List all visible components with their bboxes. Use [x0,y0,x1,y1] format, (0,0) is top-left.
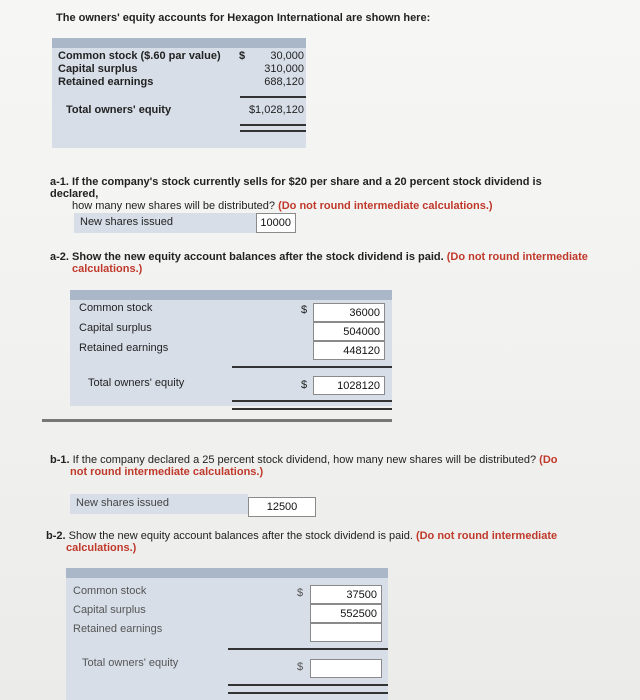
table-a2-double-line-top [232,400,392,402]
table-b2-input-retained-earnings[interactable] [310,623,382,642]
table1-header-bar [52,38,306,48]
question-a1-line1: If the company's stock currently sells for $20 per share and a 20 percent stock dividend is declared, [50,176,542,200]
table-a2-row-label: Capital surplus [79,322,152,334]
question-a1-number: a-1. [50,176,69,188]
new-shares-label-a1: New shares issued [74,213,256,233]
question-b1-line1: If the company declared a 25 percent stock dividend, how many new shares will be distributed? [72,454,537,466]
question-b1 [50,454,610,478]
question-b2-note-part1: (Do not round intermediate [415,530,558,542]
table1-subtotal-line [240,96,306,98]
question-b1-note-part1: (Do [539,454,558,466]
new-shares-input-a1[interactable]: 10000 [256,213,296,233]
table1-total-label: Total owners' equity [66,104,172,116]
table1-row-value: 688,120 [264,76,304,88]
table1-double-line-top [240,124,306,126]
new-shares-input-b1[interactable]: 12500 [248,497,316,517]
question-b2-number: b-2. [46,530,66,542]
section-divider [42,419,392,422]
table-b2-double-line-bottom [228,692,388,694]
table-b2-row-dollar: $ [297,587,304,599]
table-a2-header-bar [70,290,392,300]
question-b1-number: b-1. [50,454,70,466]
table-a2-input-capital-surplus[interactable]: 504000 [313,322,385,341]
question-a2 [50,251,590,275]
table1-row-label: Retained earnings [58,76,154,88]
table1-double-line-bottom [240,130,306,132]
table-b2-double-line-top [228,684,388,686]
table-b2-total-dollar: $ [297,661,304,673]
table-b2-input-common-stock[interactable]: 37500 [310,585,382,604]
intro-text: The owners' equity accounts for Hexagon International are shown here: [56,12,431,24]
question-b1-note-part2: not round intermediate calculations.) [70,466,264,478]
question-a2-number: a-2. [50,251,69,263]
table1-row-label: Common stock ($.60 par value) [58,50,221,62]
new-shares-label-b1: New shares issued [70,494,248,514]
question-b2 [46,530,616,554]
table-a2-input-retained-earnings[interactable]: 448120 [313,341,385,360]
table1-row-value: 310,000 [264,63,304,75]
question-a1-line2: how many new shares will be distributed? [72,200,275,212]
table-a2-total-dollar: $ [301,379,308,391]
table-a2-double-line-bottom [232,408,392,410]
table-b2-row-label: Common stock [73,585,147,597]
question-a1 [50,176,590,212]
question-b2-note-part2: calculations.) [66,542,137,554]
table-b2-input-capital-surplus[interactable]: 552500 [310,604,382,623]
table1-row-value: 30,000 [270,50,304,62]
table-b2-header-bar [66,568,388,578]
table-a2-total-label: Total owners' equity [88,377,185,389]
table1-row-dollar: $ [239,50,246,62]
table-a2-input-total[interactable]: 1028120 [313,376,385,395]
table-b2-subtotal-line [228,648,388,650]
table-b2-row-label: Capital surplus [73,604,146,616]
question-a2-line1: Show the new equity account balances after the stock dividend is paid. [72,251,444,263]
table-a2-row-label: Common stock [79,302,153,314]
table-a2-input-common-stock[interactable]: 36000 [313,303,385,322]
question-a2-note-part2: calculations.) [72,263,143,275]
table-a2-row-dollar: $ [301,304,308,316]
table-a2-subtotal-line [232,366,392,368]
table1-row-label: Capital surplus [58,63,138,75]
question-a1-note: (Do not round intermediate calculations.) [278,200,493,212]
table-a2-row-label: Retained earnings [79,342,169,354]
question-b2-line1: Show the new equity account balances after the stock dividend is paid. [68,530,413,542]
table1-total-value: $1,028,120 [248,104,304,116]
table-b2-row-label: Retained earnings [73,623,163,635]
table-b2-input-total[interactable] [310,659,382,678]
question-a2-note-part1: (Do not round intermediate [446,251,588,263]
table-b2-total-label: Total owners' equity [82,657,179,669]
